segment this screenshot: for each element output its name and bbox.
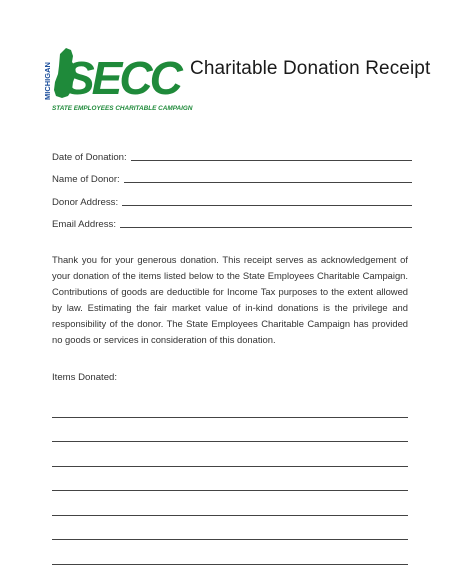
item-line[interactable]	[52, 442, 408, 467]
item-line[interactable]	[52, 418, 408, 443]
item-line[interactable]	[52, 491, 408, 516]
donor-address-field[interactable]	[52, 185, 412, 208]
item-line[interactable]	[52, 516, 408, 541]
email-address-field[interactable]	[52, 208, 412, 231]
logo-vertical-text: MICHIGAN	[43, 62, 52, 100]
date-of-donation-field[interactable]	[52, 140, 412, 163]
field-label: Email Address:	[52, 219, 116, 230]
item-line[interactable]	[52, 467, 408, 492]
secc-logo	[38, 40, 193, 116]
blank-line[interactable]	[131, 150, 412, 161]
item-line[interactable]	[52, 393, 408, 418]
acknowledgement-paragraph: Thank you for your generous donation. This receipt serves as acknowledgement of your donation of the items listed below to the State Employees Charitable Campaign. Contributions of goods are deductible for Income Tax purposes to the extent allowed by law. Estimating the fair market value of in-kind donations is the privilege and responsibility of the donor. The State Employees Charitable Campaign has provided no goods or services in consideration of this donation.	[52, 254, 408, 345]
field-label: Name of Donor:	[52, 174, 120, 185]
document-title: Charitable Donation Receipt	[190, 58, 431, 79]
field-label: Donor Address:	[52, 196, 119, 208]
field-label: Date of Donation:	[52, 151, 127, 163]
items-donated-lines	[52, 393, 408, 565]
blank-line[interactable]	[124, 172, 412, 183]
logo-wordmark: SECC	[64, 52, 180, 104]
donor-fields	[52, 140, 412, 230]
blank-line[interactable]	[120, 217, 412, 228]
blank-line[interactable]	[122, 195, 412, 206]
logo-tagline: STATE EMPLOYEES CHARITABLE CAMPAIGN	[52, 105, 193, 112]
item-line[interactable]	[52, 540, 408, 565]
items-donated-label: Items Donated:	[52, 372, 118, 383]
name-of-donor-field[interactable]	[52, 163, 412, 186]
